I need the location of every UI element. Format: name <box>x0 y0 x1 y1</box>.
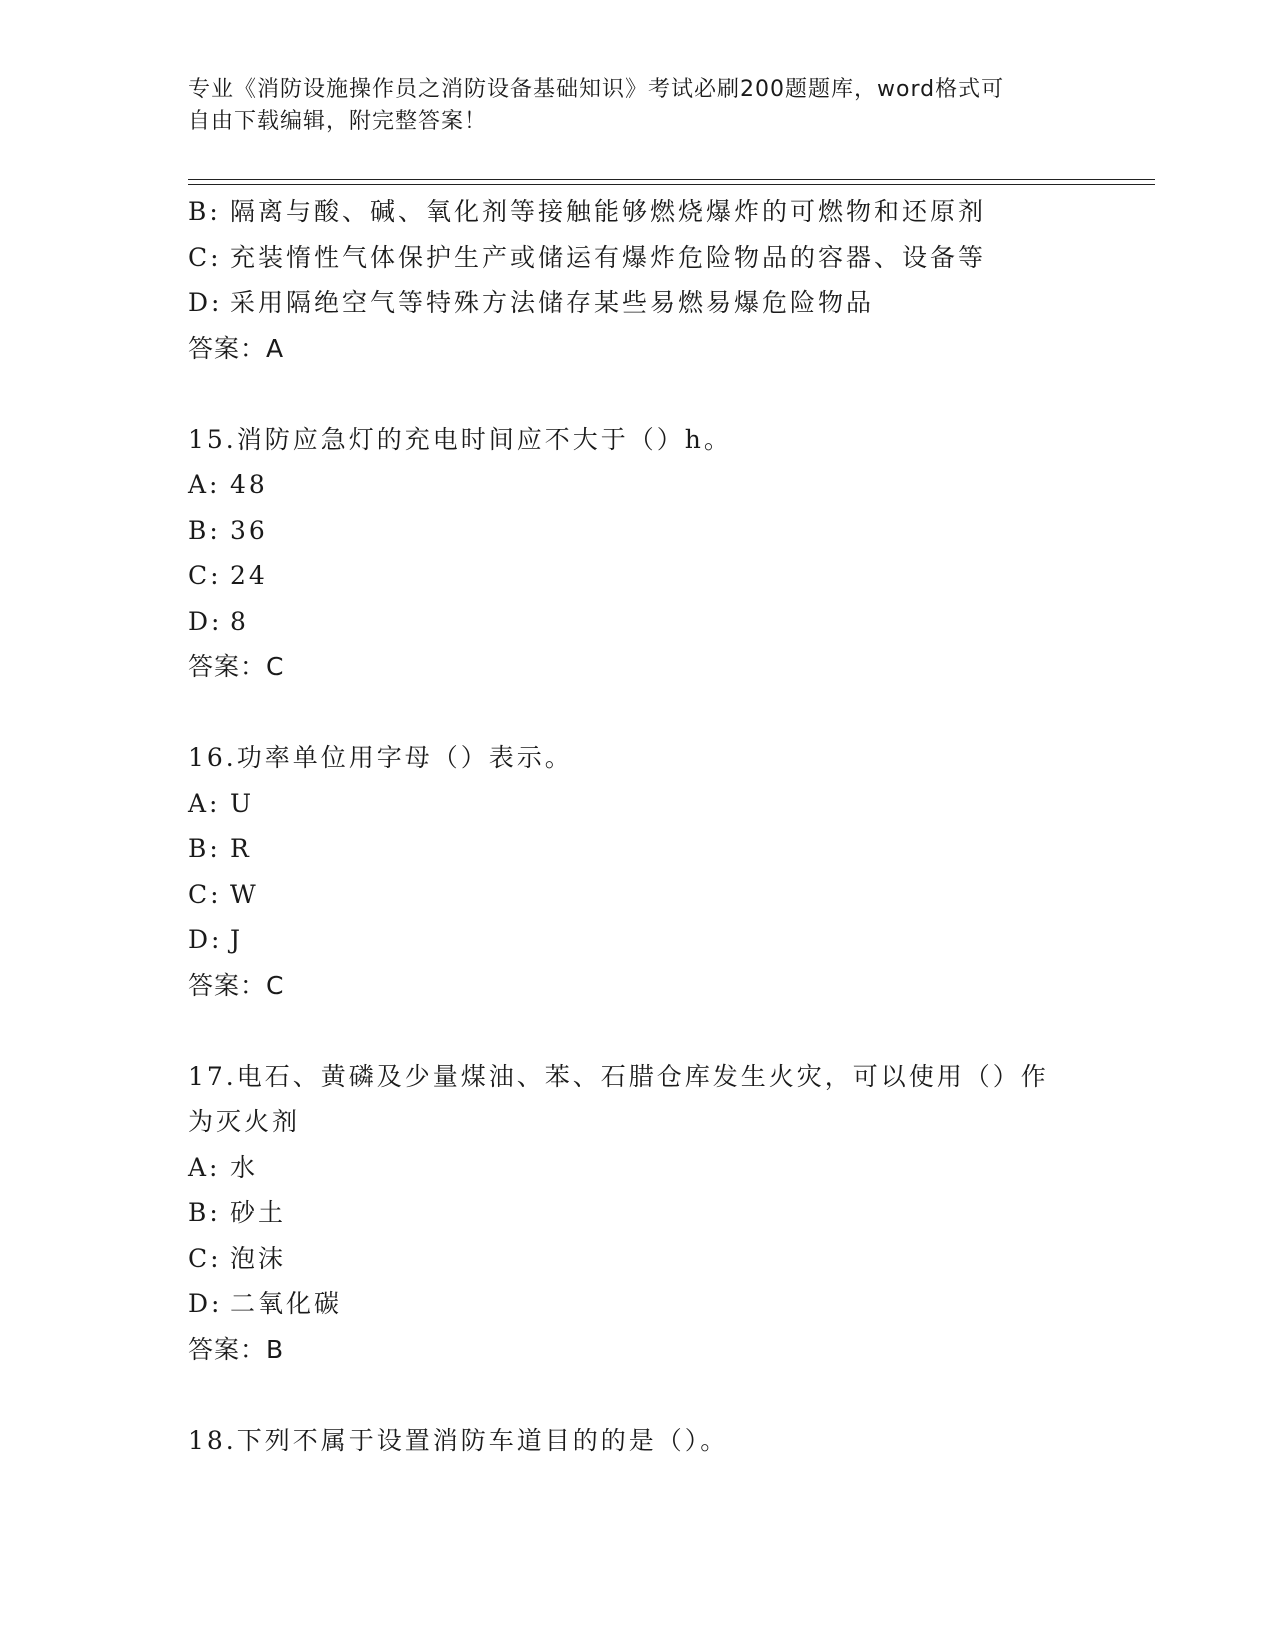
option-label: B: <box>188 834 221 863</box>
spacer <box>188 690 1088 736</box>
option-a <box>188 1145 1088 1191</box>
question-title-line-1: 17.电石、黄磷及少量煤油、苯、石腊仓库发生火灾，可以使用（）作 <box>188 1061 1049 1091</box>
question-title: 18.下列不属于设置消防车道目的的是（）。 <box>188 1425 729 1455</box>
option-b <box>188 1190 1088 1236</box>
question-title-line-2: 为灭火剂 <box>188 1107 301 1136</box>
option-label: D: <box>188 606 223 636</box>
option-label: D: <box>188 925 223 954</box>
question-16 <box>188 735 1088 1008</box>
option-a <box>188 781 1088 827</box>
option-label: A: <box>188 788 221 818</box>
option-label: A: <box>188 470 221 499</box>
option-d <box>188 917 1088 963</box>
question-continued <box>188 189 1088 371</box>
option-text: 充装惰性气体保护生产或储运有爆炸危险物品的容器、设备等 <box>230 242 987 272</box>
answer: 答案：C <box>188 652 285 681</box>
option-c <box>188 553 1088 599</box>
question-18 <box>188 1418 1088 1464</box>
option-a <box>188 462 1088 508</box>
option-label: C: <box>188 1243 222 1273</box>
option-text: U <box>230 788 255 818</box>
answer: 答案：A <box>188 333 285 363</box>
spacer <box>188 1008 1088 1054</box>
option-text: 水 <box>230 1152 259 1182</box>
option-b <box>188 508 1088 554</box>
header-divider-top <box>188 179 1155 180</box>
answer: 答案：C <box>188 970 285 1000</box>
header-line-2: 自由下载编辑，附完整答案！ <box>188 109 488 134</box>
option-text: 36 <box>230 515 268 545</box>
header-divider-bottom <box>188 184 1155 185</box>
option-label: C: <box>188 561 222 590</box>
option-c <box>188 1236 1088 1282</box>
option-label: D: <box>188 288 223 317</box>
question-list <box>188 189 1088 1463</box>
option-d <box>188 1281 1088 1327</box>
option-label: B: <box>188 515 221 545</box>
question-title: 16.功率单位用字母（）表示。 <box>188 743 573 772</box>
option-text: 采用隔绝空气等特殊方法储存某些易燃易爆危险物品 <box>230 288 875 317</box>
option-text: 砂土 <box>230 1198 287 1227</box>
header-line-1: 专业《消防设施操作员之消防设备基础知识》考试必刷200题题库，word格式可 <box>188 77 1005 102</box>
option-text: W <box>230 879 259 909</box>
spacer <box>188 371 1088 417</box>
spacer <box>188 1372 1088 1418</box>
document-header <box>188 74 1068 138</box>
option-text: J <box>230 925 244 954</box>
option-text: 泡沫 <box>230 1243 287 1273</box>
option-c <box>188 872 1088 918</box>
question-15 <box>188 417 1088 690</box>
option-label: D: <box>188 1289 223 1318</box>
option-text: 隔离与酸、碱、氧化剂等接触能够燃烧爆炸的可燃物和还原剂 <box>230 197 987 226</box>
option-label: B: <box>188 1198 221 1227</box>
option-c <box>188 235 1088 281</box>
question-title: 15.消防应急灯的充电时间应不大于（）h。 <box>188 424 732 454</box>
option-label: A: <box>188 1152 221 1182</box>
option-d <box>188 599 1088 645</box>
option-label: C: <box>188 242 222 272</box>
option-text: 二氧化碳 <box>230 1289 343 1318</box>
option-text: 48 <box>230 470 268 499</box>
option-text: 8 <box>230 606 249 636</box>
option-text: 24 <box>230 561 268 590</box>
option-b <box>188 826 1088 872</box>
option-b <box>188 189 1088 235</box>
option-label: C: <box>188 879 222 909</box>
option-label: B: <box>188 197 221 226</box>
question-17 <box>188 1054 1088 1373</box>
option-text: R <box>230 834 252 863</box>
answer: 答案：B <box>188 1334 285 1364</box>
option-d <box>188 280 1088 326</box>
